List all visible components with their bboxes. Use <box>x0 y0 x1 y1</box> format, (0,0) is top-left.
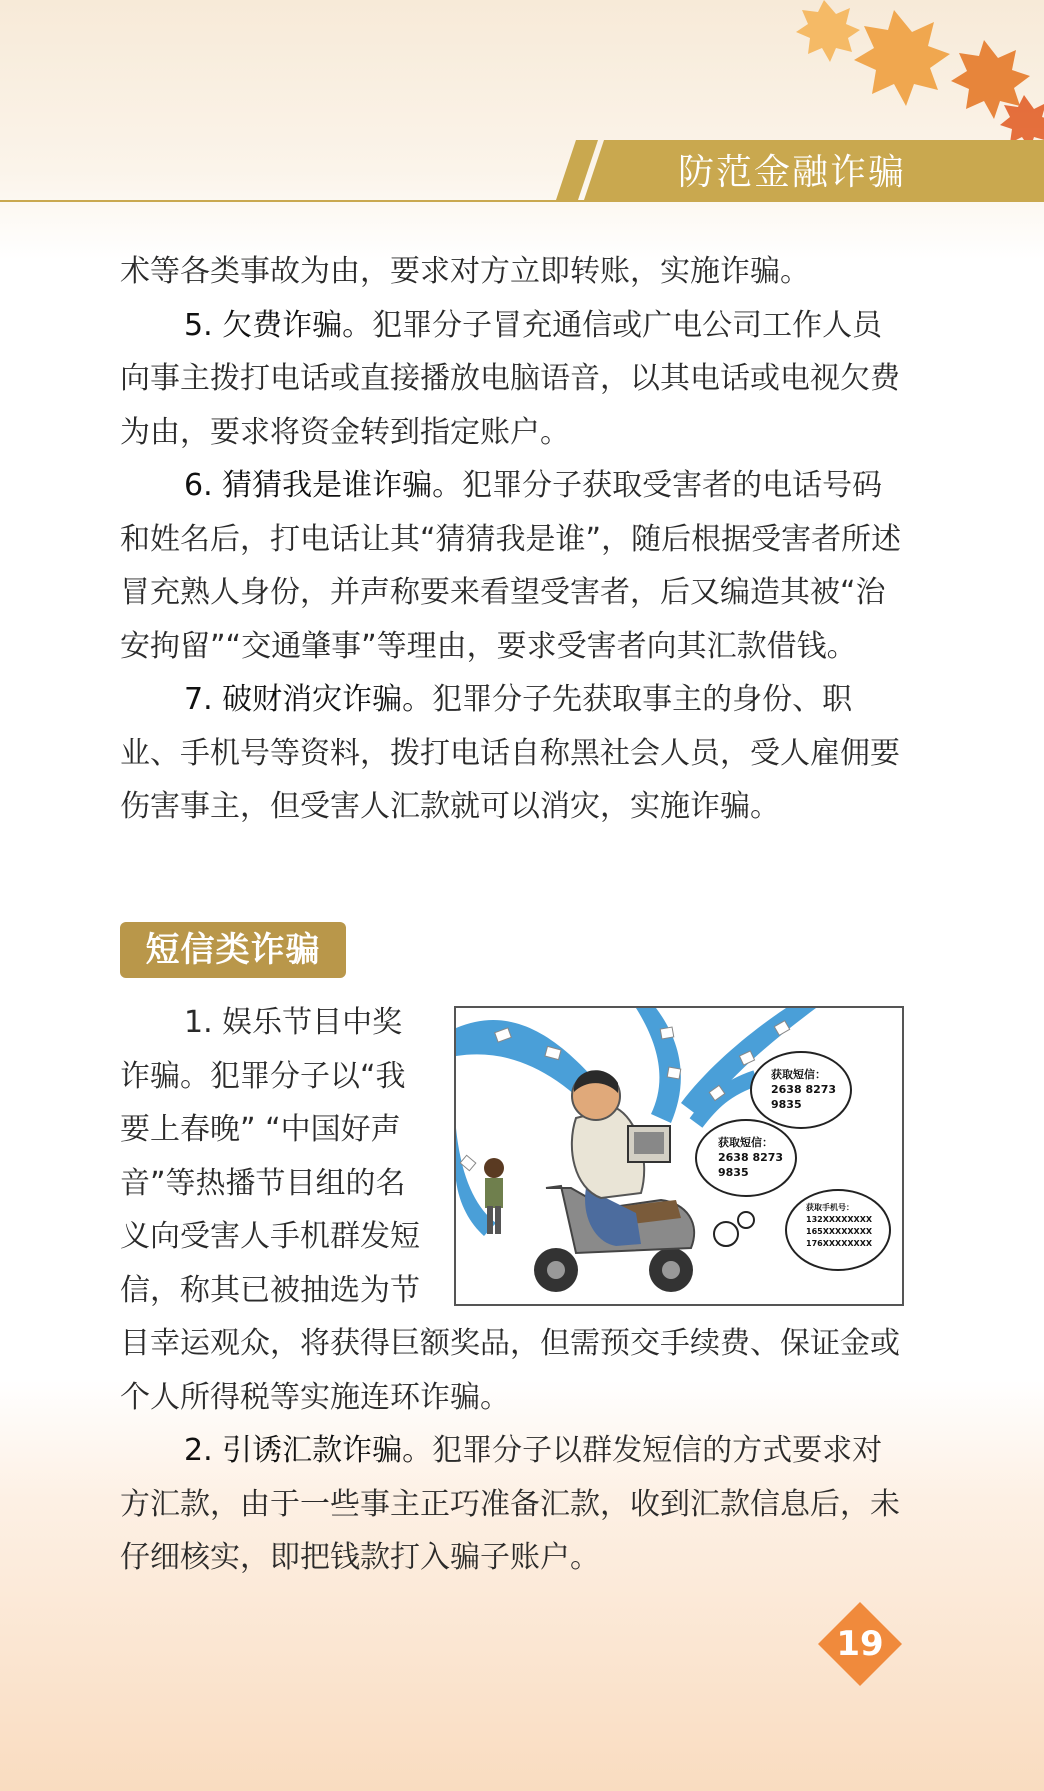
section-title: 短信类诈骗 <box>120 922 346 978</box>
cartoon-scooter-rider <box>456 1008 902 1304</box>
paragraph-text: 犯罪分子以群发短信的方式要求对方汇款，由于一些事主正巧准备汇款，收到汇款信息后，未仔细核实，即把钱款打入骗子账户。 <box>120 1433 900 1575</box>
side-line: 诈骗。犯罪分子以“我 <box>120 1058 406 1094</box>
bubble-text: 9835 <box>771 1098 802 1111</box>
bubble-text: 165XXXXXXXX <box>806 1227 873 1236</box>
paragraph-lead: 7. 破财消灾诈骗。 <box>184 682 433 717</box>
bubble-text: 获取短信： <box>718 1136 773 1149</box>
bubble-text: 获取手机号： <box>806 1203 854 1212</box>
paragraph-lead: 5. 欠费诈骗。 <box>184 307 373 343</box>
paragraph-item-5 <box>120 299 906 460</box>
fraud-sms-illustration <box>454 1006 904 1306</box>
side-text <box>120 996 442 1317</box>
paragraph-item-6 <box>120 459 906 673</box>
bottom-content <box>120 1317 906 1585</box>
page-number: 19 <box>836 1624 884 1664</box>
side-line: 音”等热播节目组的名 <box>120 1165 406 1201</box>
paragraph-text: 犯罪分子冒充通信或广电公司工作人员向事主拨打电话或直接播放电脑语音，以其电话或电视欠费为由，要求将资金转到指定账户。 <box>120 307 900 450</box>
paragraph-text: 目幸运观众，将获得巨额奖品，但需预交手续费、保证金或个人所得税等实施连环诈骗。 <box>120 1326 900 1415</box>
bubble-text: 132XXXXXXXX <box>806 1215 873 1224</box>
paragraph-text: 术等各类事故为由，要求对方立即转账，实施诈骗。 <box>120 254 810 289</box>
bubble-text: 176XXXXXXXX <box>806 1239 873 1248</box>
paragraph-sms-item-2 <box>120 1424 906 1585</box>
side-line: 1. 娱乐节目中奖 <box>184 1005 403 1040</box>
header-title: 防范金融诈骗 <box>677 152 906 193</box>
paragraph-continuation <box>120 245 906 299</box>
paragraph-text: 犯罪分子先获取事主的身份、职业、手机号等资料，拨打电话自称黑社会人员，受人雇佣要伤害事主，但受害人汇款就可以消灾，实施诈骗。 <box>120 682 900 824</box>
side-line: 义向受害人手机群发短 <box>120 1219 420 1254</box>
paragraph-item-7 <box>120 673 906 834</box>
paragraph-text: 犯罪分子获取受害者的电话号码和姓名后，打电话让其“猜猜我是谁”，随后根据受害者所述冒充熟人身份，并声称要来看望受害者，后又编造其被“治安拘留”“交通肇事”等理由，要求受害者向其汇款借钱。 <box>120 468 902 664</box>
bubble-text: 9835 <box>718 1166 749 1179</box>
paragraph-lead: 6. 猜猜我是谁诈骗。 <box>184 468 463 503</box>
side-line: 要上春晚” “中国好声 <box>120 1112 401 1147</box>
top-content <box>120 245 906 834</box>
bubble-text: 获取短信： <box>771 1068 826 1081</box>
side-line: 信，称其已被抽选为节 <box>120 1272 420 1308</box>
header-rule <box>0 200 1044 202</box>
paragraph-continuation <box>120 1317 906 1424</box>
bubble-text: 2638 8273 <box>718 1151 784 1164</box>
paragraph-lead: 2. 引诱汇款诈骗。 <box>184 1433 433 1468</box>
maple-leaves-decoration <box>744 0 1044 150</box>
bubble-text: 2638 8273 <box>771 1083 837 1096</box>
